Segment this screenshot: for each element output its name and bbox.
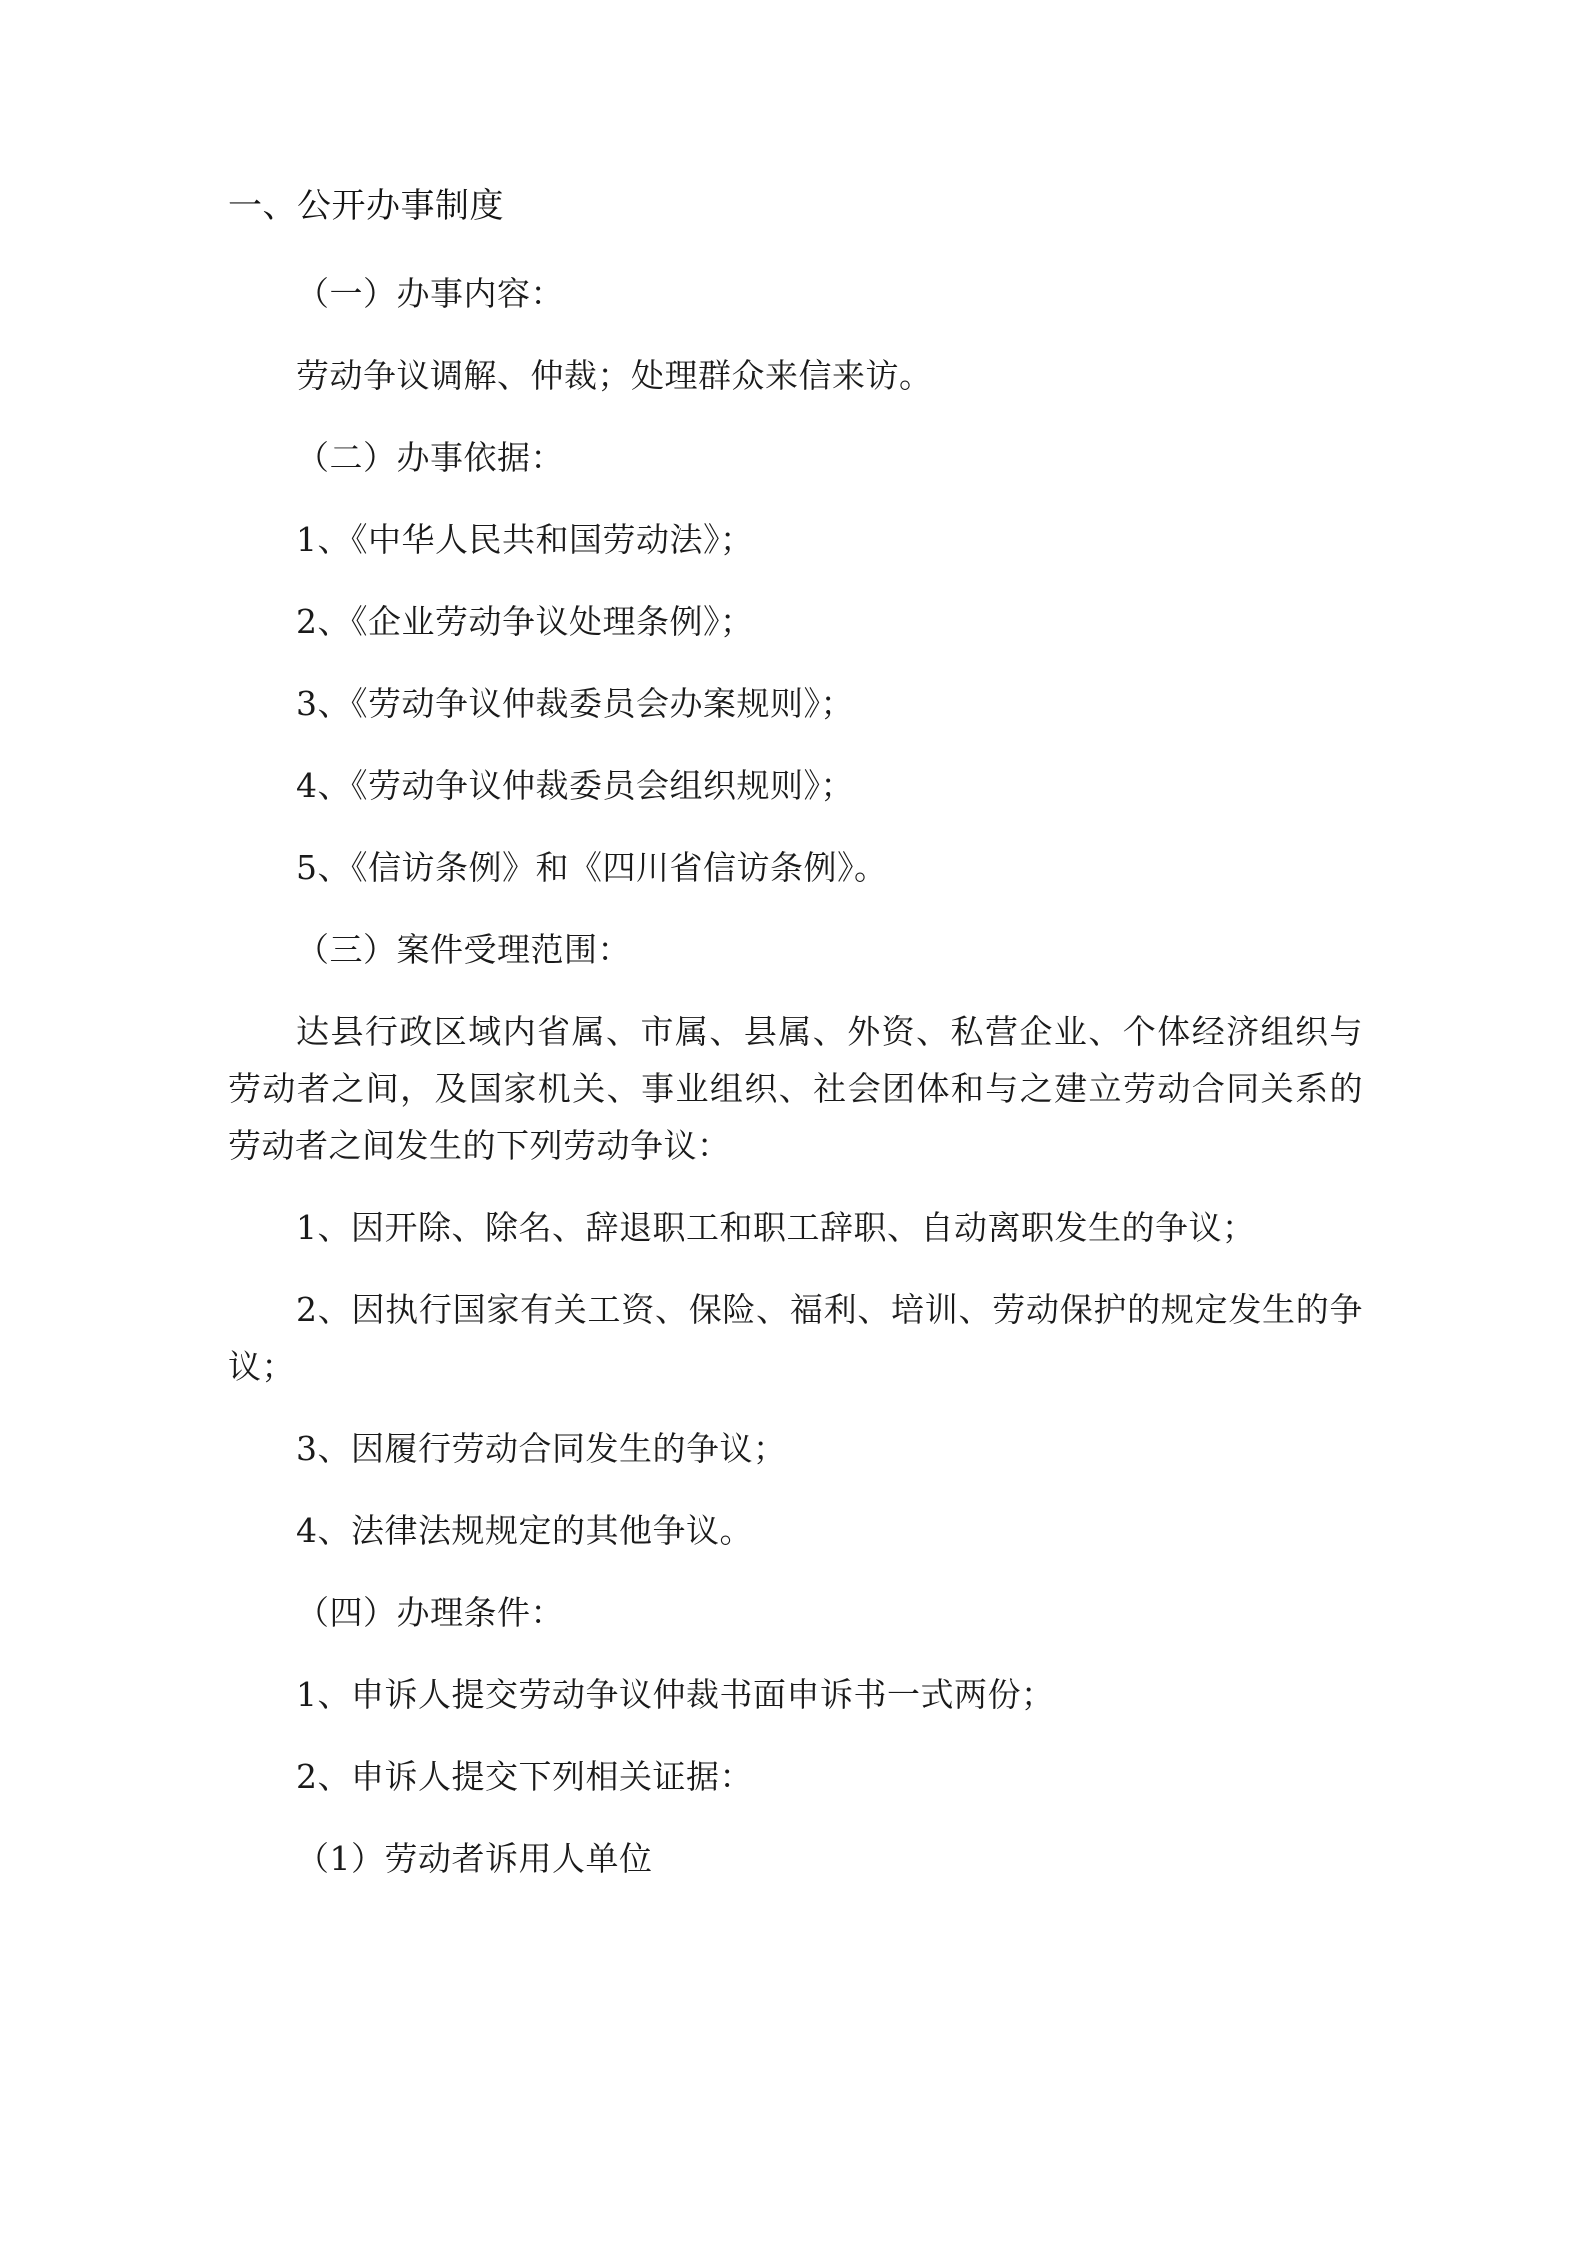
list-item-basis-1: 1、《中华人民共和国劳动法》； [296, 520, 754, 559]
section-heading-bansi-yiju: （二）办事依据： [296, 438, 564, 477]
paragraph-bansi-neirong: 劳动争议调解、仲裁；处理群众来信来访。 [296, 356, 933, 395]
list-item-condition-2-1: （1）劳动者诉用人单位 [296, 1839, 653, 1878]
paragraph-anjian-shouli-fanwei: 达县行政区域内省属、市属、县属、外资、私营企业、个体经济组织与劳动者之间，及国家机关、事业组织、社会团体和与之建立劳动合同关系的劳动者之间发生的下列劳动争议： [228, 1012, 1363, 1165]
list-item-scope-1: 1、因开除、除名、辞退职工和职工辞职、自动离职发生的争议； [296, 1208, 1256, 1247]
list-item-basis-3: 3、《劳动争议仲裁委员会办案规则》； [296, 684, 854, 723]
list-item-scope-3: 3、因履行劳动合同发生的争议； [296, 1429, 787, 1468]
section-heading-banli-tiaojian: （四）办理条件： [296, 1593, 564, 1632]
list-item-basis-2: 2、《企业劳动争议处理条例》； [296, 602, 754, 641]
section-heading-bansi-neirong: （一）办事内容： [296, 274, 564, 313]
list-item-scope-2: 2、因执行国家有关工资、保险、福利、培训、劳动保护的规定发生的争议； [228, 1290, 1363, 1386]
document-body [228, 178, 1363, 1912]
list-item-basis-4: 4、《劳动争议仲裁委员会组织规则》； [296, 766, 854, 805]
section-heading-anjian-shouli-fanwei: （三）案件受理范围： [296, 930, 631, 969]
list-item-basis-5: 5、《信访条例》和《四川省信访条例》。 [296, 848, 888, 887]
list-item-condition-1: 1、申诉人提交劳动争议仲裁书面申诉书一式两份； [296, 1675, 1055, 1714]
list-item-scope-4: 4、法律法规规定的其他争议。 [296, 1511, 753, 1550]
page-title: 一、公开办事制度 [228, 186, 504, 226]
list-item-condition-2: 2、申诉人提交下列相关证据： [296, 1757, 753, 1796]
